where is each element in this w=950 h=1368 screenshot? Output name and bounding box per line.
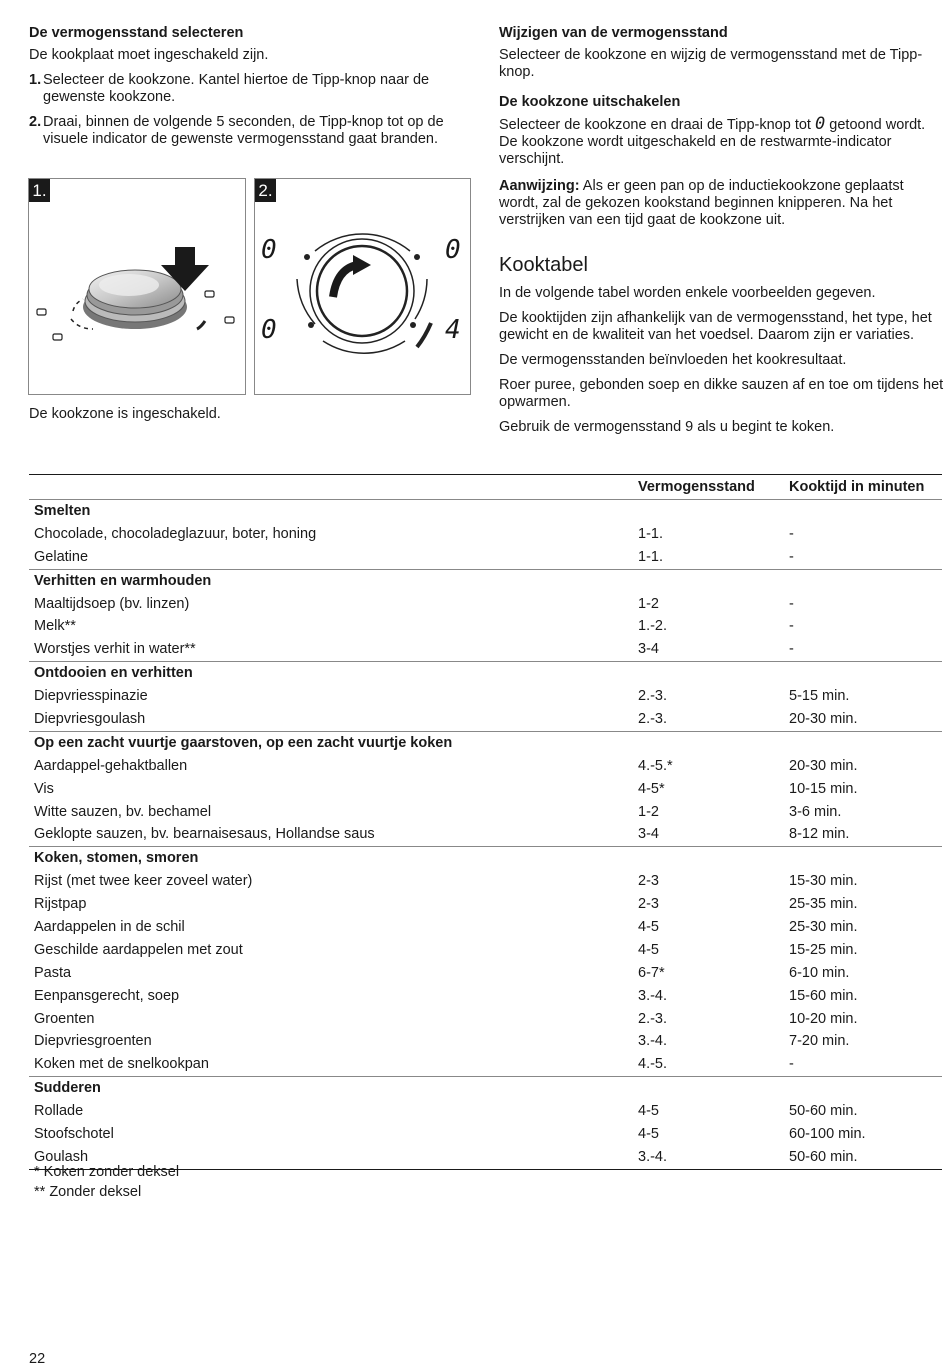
table-category-row — [29, 500, 942, 523]
column-header: Vermogensstand — [638, 475, 789, 500]
cooking-time-cell: - — [789, 641, 794, 658]
cooking-time-cell: 6-10 min. — [789, 964, 850, 981]
food-cell: Rijstpap — [34, 896, 87, 913]
table-row — [29, 638, 942, 661]
step-text: Draai, binnen de volgende 5 seconden, de Tipp-knop tot op de visuele indicator de gewenste vermogensstand gaat branden. — [43, 114, 444, 147]
category-title: Verhitten en warmhouden — [29, 569, 942, 592]
table-row — [29, 546, 942, 569]
table-row — [29, 916, 942, 939]
table-row — [29, 893, 942, 916]
food-cell: Aardappel-gehaktballen — [34, 757, 188, 774]
category-title: Ontdooien en verhitten — [29, 662, 942, 685]
power-level-cell: 3-4 — [638, 826, 659, 843]
food-cell: Geklopte sauzen, bv. bearnaisesaus, Hollandse saus — [34, 826, 375, 843]
note-label: Aanwijzing: — [499, 178, 580, 194]
cooking-time-cell: - — [789, 595, 794, 612]
table-row — [29, 962, 942, 985]
power-level-cell: 4-5* — [638, 780, 665, 797]
food-cell: Chocolade, chocoladeglazuur, boter, honing — [34, 525, 317, 542]
cooking-time-cell: - — [789, 525, 794, 542]
cooking-time-cell: 20-30 min. — [789, 710, 858, 727]
figure-select-zone — [28, 178, 246, 395]
food-cell: Vis — [34, 780, 54, 797]
food-cell: Melk** — [34, 618, 76, 635]
step-item — [29, 114, 469, 148]
cooking-time-cell: 50-60 min. — [789, 1103, 858, 1120]
food-cell: Rijst (met twee keer zoveel water) — [34, 873, 253, 890]
power-level-cell: 2.-3. — [638, 1010, 668, 1027]
table-row — [29, 523, 942, 546]
cooking-time-cell: 10-15 min. — [789, 780, 858, 797]
section-text: Selecteer de kookzone en wijzig de vermogensstand met de Tipp-knop. — [499, 47, 923, 80]
column-header: Kooktijd in minuten — [789, 475, 942, 500]
table-header-row — [29, 475, 942, 500]
left-column — [29, 24, 469, 156]
food-cell: Diepvriesspinazie — [34, 688, 148, 705]
cooking-time-cell: 25-30 min. — [789, 918, 858, 935]
power-level-cell: 1.-2. — [638, 618, 668, 635]
power-level-cell: 4-5 — [638, 918, 659, 935]
note-text — [499, 178, 944, 229]
category-title: Sudderen — [29, 1077, 942, 1100]
power-level-cell: 3.-4. — [638, 987, 668, 1004]
food-cell: Maaltijdsoep (bv. linzen) — [34, 595, 190, 612]
figure-caption: De kookzone is ingeschakeld. — [29, 406, 221, 422]
kook-paragraph: Gebruik de vermogensstand 9 als u begint te koken. — [499, 419, 835, 435]
food-cell: Pasta — [34, 964, 72, 981]
kook-paragraph: In de volgende tabel worden enkele voorbeelden gegeven. — [499, 285, 876, 301]
kooktabel-table — [29, 474, 942, 1170]
food-cell: Groenten — [34, 1010, 95, 1027]
table-row — [29, 939, 942, 962]
step-text: Selecteer de kookzone. Kantel hiertoe de Tipp-knop naar de gewenste kookzone. — [43, 72, 430, 105]
power-level-cell: 3-4 — [638, 641, 659, 658]
table-row — [29, 823, 942, 846]
kook-paragraph: Roer puree, gebonden soep en dikke sauzen af en toe om tijdens het opwarmen. — [499, 377, 944, 410]
table-row — [29, 870, 942, 893]
food-cell: Stoofschotel — [34, 1125, 114, 1142]
category-title: Koken, stomen, smoren — [29, 847, 942, 870]
steps-list — [29, 72, 469, 148]
figure-tag: 2. — [255, 179, 276, 202]
power-level-cell: 2.-3. — [638, 688, 668, 705]
power-level-cell: 4.-5.* — [638, 757, 673, 774]
section-text-part: Selecteer de kookzone en draai de Tipp-knop tot — [499, 117, 811, 133]
section-text-part: getoond wordt. De kookzone wordt uitgeschakeld en de restwarmte-indicator verschijnt. — [499, 117, 926, 167]
footnote: * Koken zonder deksel — [34, 1164, 180, 1180]
table-row — [29, 615, 942, 638]
table-body — [29, 500, 942, 1170]
figure-tag: 1. — [29, 179, 50, 202]
cooking-time-cell: 8-12 min. — [789, 826, 850, 843]
food-cell: Diepvriesgoulash — [34, 710, 146, 727]
category-title: Op een zacht vuurtje gaarstoven, op een zacht vuurtje koken — [29, 731, 942, 754]
power-level-cell: 6-7* — [638, 964, 665, 981]
table-category-row — [29, 569, 942, 592]
food-cell: Geschilde aardappelen met zout — [34, 941, 243, 958]
power-level-cell: 3.-4. — [638, 1033, 668, 1050]
cooking-time-cell: - — [789, 618, 794, 635]
kook-paragraph: De vermogensstanden beïnvloeden het kookresultaat. — [499, 352, 847, 368]
knob-turn-illustration — [255, 179, 470, 394]
cooking-time-cell: 15-30 min. — [789, 873, 858, 890]
table-category-row — [29, 731, 942, 754]
table-row — [29, 801, 942, 824]
display-digit: 0 — [445, 235, 461, 265]
cooking-time-cell: 20-30 min. — [789, 757, 858, 774]
power-level-cell: 1-1. — [638, 525, 663, 542]
table-row — [29, 755, 942, 778]
food-cell: Worstjes verhit in water** — [34, 641, 196, 658]
power-level-cell: 4-5 — [638, 941, 659, 958]
cooking-time-cell: 25-35 min. — [789, 896, 858, 913]
food-cell: Goulash — [29, 1146, 638, 1169]
table-row — [29, 1100, 942, 1123]
cooking-time-cell: 5-15 min. — [789, 688, 850, 705]
table-category-row — [29, 662, 942, 685]
food-cell: Diepvriesgroenten — [34, 1033, 152, 1050]
table-category-row — [29, 847, 942, 870]
cooking-time-cell: 50-60 min. — [789, 1146, 942, 1169]
display-digit: 0 — [261, 235, 277, 265]
table-row — [29, 1008, 942, 1031]
kooktabel-heading: Kooktabel — [499, 254, 588, 276]
power-level-cell: 2-3 — [638, 896, 659, 913]
page-number: 22 — [29, 1351, 46, 1367]
right-column — [499, 24, 944, 444]
power-level-cell: 4-5 — [638, 1103, 659, 1120]
cooking-time-cell: - — [789, 548, 794, 565]
section-heading: De kookzone uitschakelen — [499, 94, 681, 110]
category-title: Smelten — [29, 500, 942, 523]
cooking-time-cell: - — [789, 1056, 794, 1073]
kook-paragraph: De kooktijden zijn afhankelijk van de vermogensstand, het type, het gewicht en de kwaliteit van het voedsel. Daarom zijn er variaties. — [499, 310, 932, 343]
intro-text: De kookplaat moet ingeschakeld zijn. — [29, 47, 269, 63]
cooking-time-cell: 60-100 min. — [789, 1125, 866, 1142]
section-heading: Wijzigen van de vermogensstand — [499, 25, 728, 41]
food-cell: Gelatine — [34, 548, 89, 565]
power-level-cell: 2.-3. — [638, 710, 668, 727]
footnote: ** Zonder deksel — [34, 1184, 142, 1200]
step-item — [29, 72, 469, 106]
food-cell: Witte sauzen, bv. bechamel — [34, 803, 212, 820]
table-row — [29, 1053, 942, 1076]
power-level-cell: 4-5 — [638, 1125, 659, 1142]
cooking-time-cell: 3-6 min. — [789, 803, 842, 820]
cooking-time-cell: 10-20 min. — [789, 1010, 858, 1027]
figure-turn-knob — [254, 178, 471, 395]
power-level-cell: 4.-5. — [638, 1056, 668, 1073]
step-number: 1. — [29, 72, 42, 88]
section-text — [499, 116, 944, 168]
power-level-cell: 1-2 — [638, 803, 659, 820]
note-body: Als er geen pan op de inductiekookzone geplaatst wordt, zal de gekozen kookstand beginnen knipperen. Na het verstrijken van een tijd gaat de kookzone uit. — [499, 178, 904, 228]
column-header — [29, 475, 638, 500]
food-cell: Aardappelen in de schil — [34, 918, 185, 935]
table-row — [29, 778, 942, 801]
cooking-time-cell: 15-25 min. — [789, 941, 858, 958]
table-category-row — [29, 1077, 942, 1100]
table-row — [29, 708, 942, 731]
cooking-time-cell: 15-60 min. — [789, 987, 858, 1004]
zero-display-icon: 0 — [815, 114, 826, 134]
food-cell: Koken met de snelkookpan — [34, 1056, 209, 1073]
table-row — [29, 1030, 942, 1053]
power-level-cell: 3.-4. — [638, 1146, 789, 1169]
display-digit: 4 — [445, 315, 461, 345]
food-cell: Eenpansgerecht, soep — [34, 987, 180, 1004]
cooking-time-cell: 7-20 min. — [789, 1033, 850, 1050]
table-row — [29, 593, 942, 616]
section-heading: De vermogensstand selecteren — [29, 25, 244, 41]
table-row — [29, 985, 942, 1008]
power-level-cell: 1-2 — [638, 595, 659, 612]
step-number: 2. — [29, 114, 42, 130]
food-cell: Rollade — [34, 1103, 84, 1120]
table-row — [29, 685, 942, 708]
power-level-cell: 2-3 — [638, 873, 659, 890]
power-level-cell: 1-1. — [638, 548, 663, 565]
table-row — [29, 1123, 942, 1146]
knob-tilt-illustration — [29, 179, 245, 394]
display-digit: 0 — [261, 315, 277, 345]
